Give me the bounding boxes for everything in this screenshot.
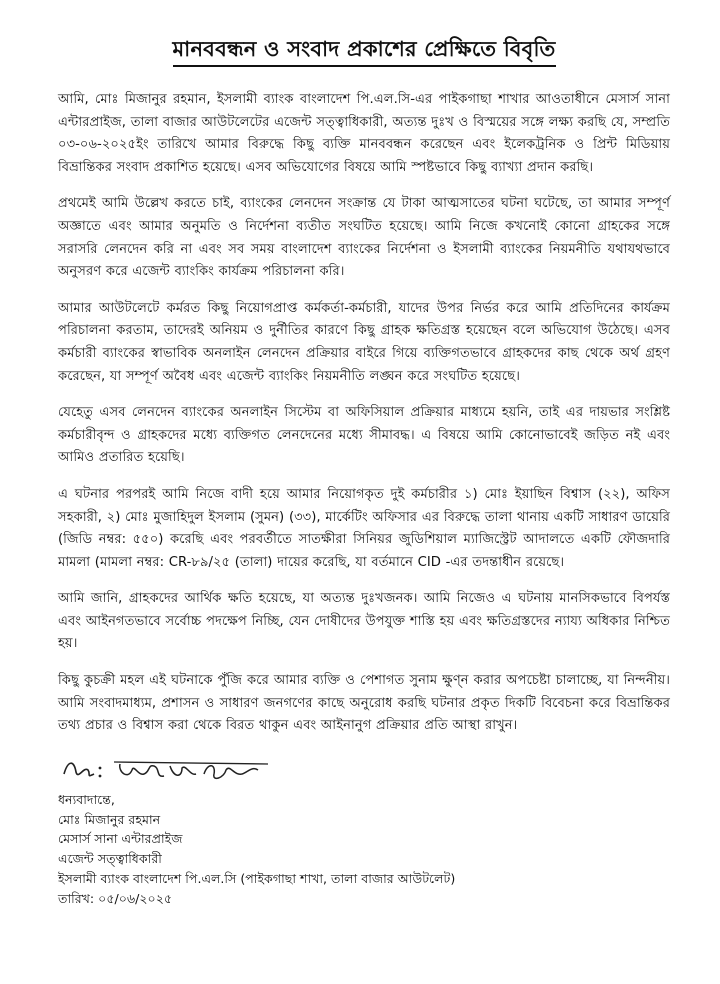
closing-thanks: ধন্যবাদান্তে, (58, 791, 115, 807)
paragraph-liability: যেহেতু এসব লেনদেন ব্যাংকের অনলাইন সিস্টেম বা অফিসিয়াল প্রক্রিয়ার মাধ্যমে হয়নি, তাই এর দায়ভার সংশ্লিষ্ট কর্মচারীবৃন্দ ও গ্রাহকদের মধ্যে ব্যক্তিগত লেনদেনের মধ্যে সীমাবদ্ধ। এ বিষয়ে আমি কোনোভাবেই জড়িত নই এবং আমিও প্রতারিত হয়েছি। (58, 405, 670, 466)
paragraph-appeal: কিছু কুচক্রী মহল এই ঘটনাকে পুঁজি করে আমার ব্যক্তি ও পেশাগত সুনাম ক্ষুণ্ন করার অপচেষ্টা চালাচ্ছে, যা নিন্দনীয়। আমি সংবাদমাধ্যম, প্রশাসন ও সাধারণ জনগণের কাছে অনুরোধ করছি ঘটনার প্রকৃত দিকটি বিবেচনা করে বিভ্রান্তিকর তথ্য প্রচার ও বিশ্বাস করা থেকে বিরত থাকুন এবং আইনানুগ প্রক্রিয়ার প্রতি আস্থা রাখুন। (58, 673, 670, 734)
signatory-bank: ইসলামী ব্যাংক বাংলাদেশ পি.এল.সি (পাইকগাছা শাখা, তালা বাজার আউটলেট) (58, 871, 456, 887)
document-title: মানববন্ধন ও সংবাদ প্রকাশের প্রেক্ষিতে বিবৃতি (173, 34, 556, 67)
paragraph-intro: আমি, মোঃ মিজানুর রহমান, ইসলামী ব্যাংক বাংলাদেশ পি.এল.সি-এর পাইকগাছা শাখার আওতাধীনে মেসার্স সানা এন্টারপ্রাইজ, তালা বাজার আউটলেটের এজেন্ট সত্ত্বাধিকারী, অত্যন্ত দুঃখ ও বিস্ময়ের সঙ্গে লক্ষ্য করছি যে, সম্প্রতি ০৩-০৬-২০২৫ইং তারিখে আমার বিরুদ্ধে কিছু ব্যক্তি মানববন্ধন করেছেন এবং ইলেকট্রনিক ও প্রিন্ট মিডিয়ায় বিভ্রান্তিকর সংবাদ প্রকাশিত হয়েছে। এসব অভিযোগের বিষয়ে আমি স্পষ্টভাবে কিছু ব্যাখ্যা প্রদান করছি। (58, 92, 670, 175)
handwritten-signature (58, 752, 278, 788)
statement-date: তারিখ: ০৫/০৬/২০২৫ (58, 890, 173, 906)
signatory-company: মেসার্স সানা এন্টারপ্রাইজ (58, 831, 183, 847)
signatory-role: এজেন্ট সত্ত্বাধিকারী (58, 851, 162, 867)
signatory-name: মোঃ মিজানুর রহমান (58, 811, 161, 827)
paragraph-denial: প্রথমেই আমি উল্লেখ করতে চাই, ব্যাংকের লেনদেন সংক্রান্ত যে টাকা আত্মসাতের ঘটনা ঘটেছে, তা আমার সম্পূর্ণ অজ্ঞাতে এবং আমার অনুমতি ও নির্দেশনা ব্যতীত সংঘটিত হয়েছে। আমি নিজে কখনোই কোনো গ্রাহকের সঙ্গে সরাসরি লেনদেন করি না এবং সব সময় বাংলাদেশ ব্যাংকের নির্দেশনা ও ইসলামী ব্যাংকের নিয়মনীতি যথাযথভাবে অনুসরণ করে এজেন্ট ব্যাংকিং কার্যক্রম পরিচালনা করি। (58, 196, 670, 280)
closing-block (58, 790, 670, 909)
paragraph-customer-loss: আমি জানি, গ্রাহকদের আর্থিক ক্ষতি হয়েছে, যা অত্যন্ত দুঃখজনক। আমি নিজেও এ ঘটনায় মানসিকভাবে বিপর্যস্ত এবং আইনগতভাবে সর্বোচ্চ পদক্ষেপ নিচ্ছি, যেন দোষীদের উপযুক্ত শাস্তি হয় এবং ক্ষতিগ্রস্তদের ন্যায্য অধিকার নিশ্চিত হয়। (58, 591, 670, 652)
paragraph-legal-action: এ ঘটনার পরপরই আমি নিজে বাদী হয়ে আমার নিয়োগকৃত দুই কর্মচারীর ১) মোঃ ইয়াছিন বিশ্বাস (২২), অফিস সহকারী, ২) মোঃ মুজাহিদুল ইসলাম (সুমন) (৩৩), মার্কেটিং অফিসার এর বিরুদ্ধে তালা থানায় একটি সাধারণ ডায়েরি (জিডি নম্বর: ৫৫০) করেছি এবং পরবর্তীতে সাতক্ষীরা সিনিয়র জুডিশিয়াল ম্যাজিস্ট্রেট আদালতে একটি ফৌজদারি মামলা (মামলা নম্বর: CR-৮৯/২৫ (তালা) দায়ের করেছি, যা বর্তমানে CID -এর তদন্তাধীন রয়েছে। (58, 486, 670, 570)
paragraph-employees: আমার আউটলেটে কর্মরত কিছু নিয়োগপ্রাপ্ত কর্মকর্তা-কর্মচারী, যাদের উপর নির্ভর করে আমি প্রতিদিনের কার্যক্রম পরিচালনা করতাম, তাদেরই অনিয়ম ও দুর্নীতির কারণে কিছু গ্রাহক ক্ষতিগ্রস্ত হয়েছেন বলে অভিযোগ উঠেছে। এসব কর্মচারী ব্যাংকের স্বাভাবিক অনলাইন লেনদেন প্রক্রিয়ার বাইরে গিয়ে ব্যক্তিগতভাবে গ্রাহকদের কাছ থেকে অর্থ গ্রহণ করেছেন, যা সম্পূর্ণ অবৈধ এবং এজেন্ট ব্যাংকিং নিয়মনীতি লঙ্ঘন করে সংঘটিত হয়েছে। (58, 300, 670, 384)
